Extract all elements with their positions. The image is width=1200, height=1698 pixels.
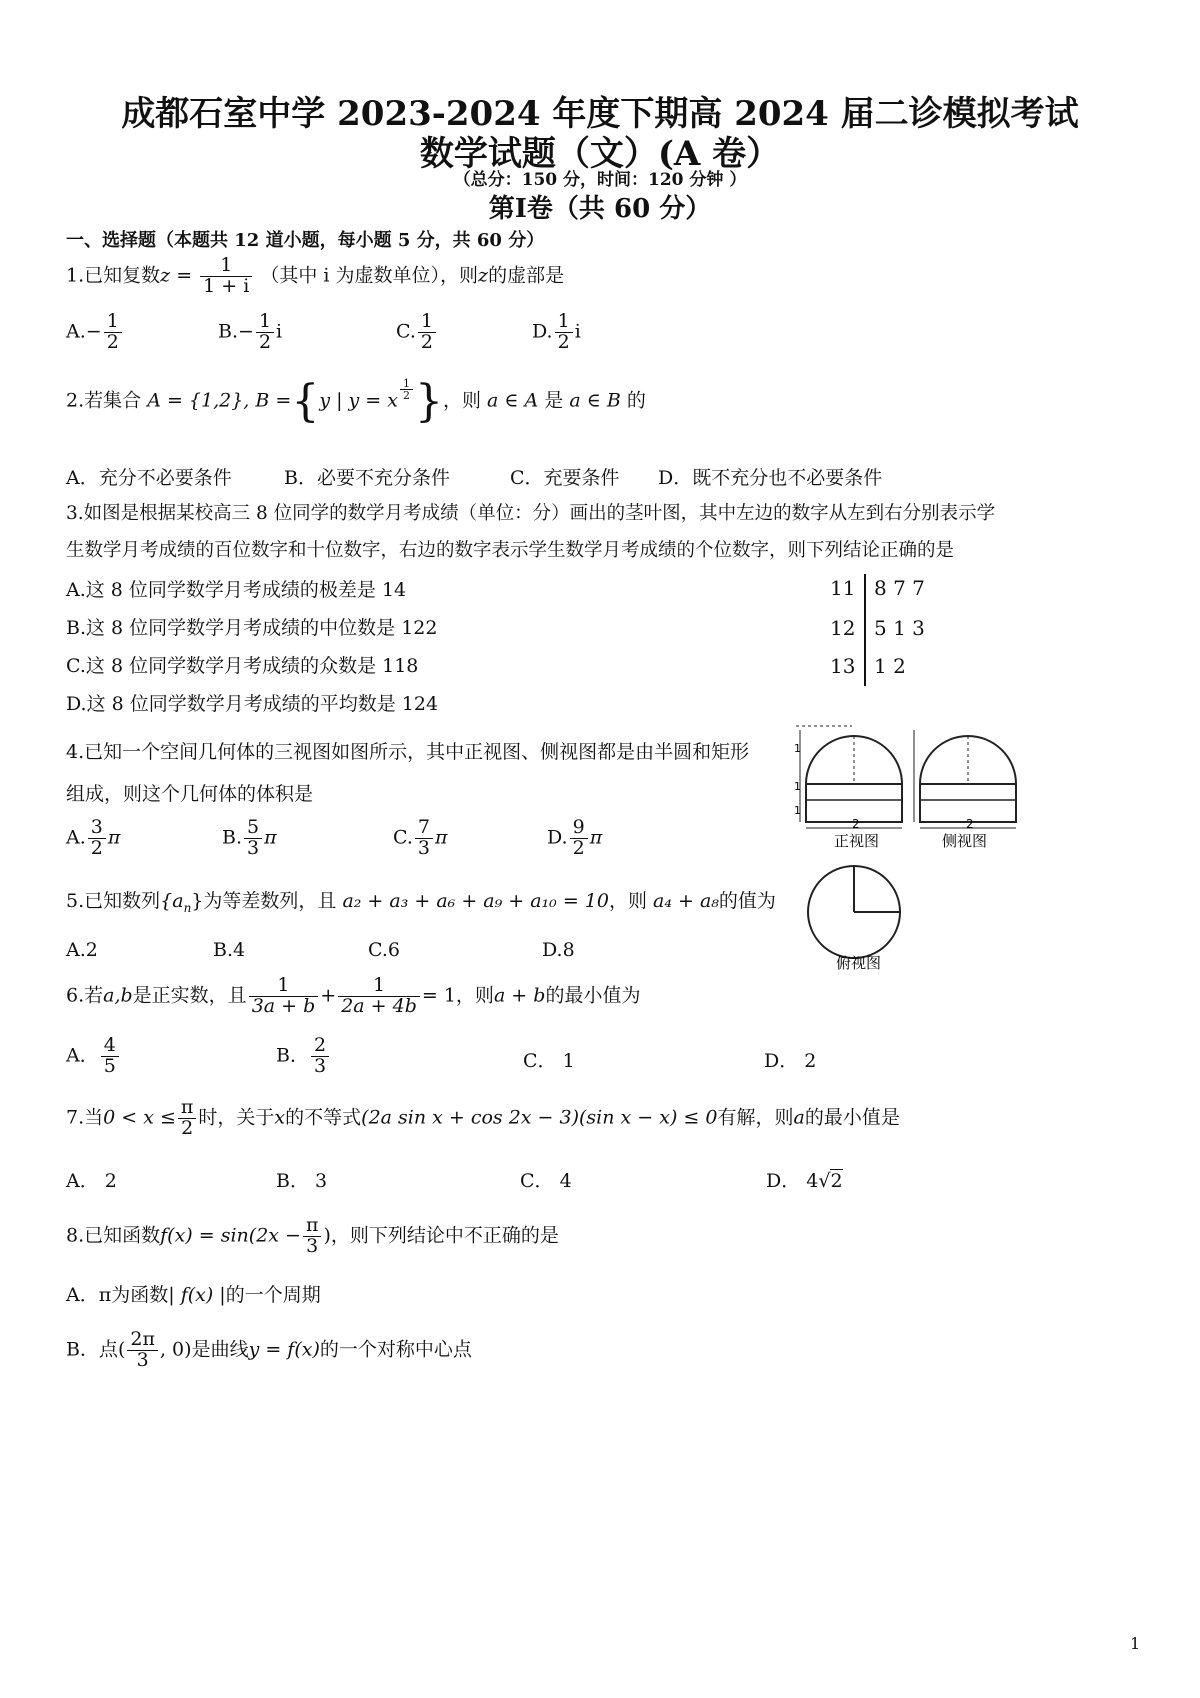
q3-option-d: D.这 8 位同学数学月考成绩的平均数是 124 bbox=[66, 693, 439, 715]
q2-option-c: C．充要条件 bbox=[510, 467, 620, 489]
q5-option-a: A.2 bbox=[66, 939, 98, 961]
stem-value: 13 bbox=[830, 654, 856, 678]
exam-meta: （总分：150 分，时间：120 分钟 ） bbox=[453, 170, 747, 190]
question-2: 2.若集合 A = {1,2}, B ={y | y = x $\frac{1}{2}$ }，则 a ∈ A 是 a ∈ B 的 bbox=[66, 376, 646, 427]
exam-subtitle: 数学试题（文）(A 卷） bbox=[419, 134, 781, 174]
top-view-label: 俯视图 bbox=[836, 954, 882, 972]
q2-option-b: B．必要不充分条件 bbox=[284, 467, 450, 489]
stem-value: 12 bbox=[830, 616, 856, 640]
q4-line-2: 组成，则这个几何体的体积是 bbox=[66, 783, 314, 805]
side-view bbox=[914, 730, 1016, 822]
question-6: 6.若a,b是正实数，且 $\frac{1}{3a + b}$ + $\frac{1}{2a + 4b}$ = 1，则a + b的最小值为 bbox=[66, 974, 641, 1017]
q3-option-b: B.这 8 位同学数学月考成绩的中位数是 122 bbox=[66, 617, 438, 639]
q7-option-c: C． 4 bbox=[520, 1170, 572, 1192]
q3-line-2: 生数学月考成绩的百位数字和十位数字，右边的数字表示学生数学月考成绩的个位数字，则下列结论正确的是 bbox=[66, 540, 955, 561]
question-5: 5.已知数列$\{a_n\}$为等差数列，且 a₂ + a₃ + a₆ + a₉ + a₁₀ = 10，则 a₄ + a₈的值为 bbox=[66, 890, 776, 915]
q1-option-a: A.− $\frac{1}{2}$ bbox=[66, 312, 124, 353]
q2-option-a: A．充分不必要条件 bbox=[66, 467, 232, 489]
q7-option-b: B． 3 bbox=[276, 1170, 328, 1192]
question-1: 1.已知复数z = $\frac{1}{1 + i}$ （其中 i 为虚数单位），则z的虚部是 bbox=[66, 254, 565, 297]
side-view-label: 侧视图 bbox=[942, 832, 988, 850]
q5-option-d: D.8 bbox=[542, 939, 575, 961]
height-label: 1 bbox=[794, 780, 801, 793]
q4-option-a: A. $\frac{3}{2}$ π bbox=[66, 816, 121, 859]
q6-option-a: A． $\frac{4}{5}$ bbox=[66, 1036, 121, 1077]
stem-divider bbox=[864, 574, 866, 686]
stem-value: 11 bbox=[830, 576, 856, 600]
leaf-values: 5 1 3 bbox=[874, 616, 925, 640]
question-8: 8.已知函数f(x) = sin(2x − $\frac{\pi}{3}$ )，则下列结论中不正确的是 bbox=[66, 1214, 559, 1257]
side-dim-label: 2 bbox=[966, 817, 974, 831]
page-number: 1 bbox=[1130, 1634, 1141, 1653]
q4-option-d: D. $\frac{9}{2}$ π bbox=[547, 816, 603, 859]
q6-option-c: C． 1 bbox=[523, 1050, 575, 1072]
q8-option-b: B．点( $\frac{2\pi}{3}$ , 0)是曲线y = f(x)的一个对称中心点 bbox=[66, 1328, 472, 1371]
q7-option-a: A． 2 bbox=[66, 1170, 117, 1192]
stem-leaf-plot bbox=[830, 572, 950, 688]
q6-option-b: B． $\frac{2}{3}$ bbox=[276, 1036, 331, 1077]
front-view bbox=[796, 726, 902, 822]
exam-title: 成都石室中学 2023-2024 年度下期高 2024 届二诊模拟考试 bbox=[121, 94, 1079, 134]
top-view bbox=[808, 866, 900, 958]
height-label: 1 bbox=[794, 804, 801, 817]
q4-option-b: B. $\frac{5}{3}$ π bbox=[222, 816, 277, 859]
front-view-label: 正视图 bbox=[834, 832, 880, 850]
three-view-figure bbox=[792, 716, 1032, 976]
q3-line-1: 3.如图是根据某校高三 8 位同学的数学月考成绩（单位：分）画出的茎叶图，其中左边的数字从左到右分别表示学 bbox=[66, 503, 996, 524]
q3-option-c: C.这 8 位同学数学月考成绩的众数是 118 bbox=[66, 655, 419, 677]
leaf-values: 1 2 bbox=[874, 654, 906, 678]
height-label: 1 bbox=[794, 742, 801, 755]
q7-option-d: D． 4√2 bbox=[766, 1170, 843, 1192]
q4-line-1: 4.已知一个空间几何体的三视图如图所示，其中正视图、侧视图都是由半圆和矩形 bbox=[66, 741, 750, 763]
q2-option-d: D．既不充分也不必要条件 bbox=[658, 467, 883, 489]
front-dim-label: 2 bbox=[852, 817, 860, 831]
q5-option-c: C.6 bbox=[368, 939, 400, 961]
q1-option-d: D. $\frac{1}{2}$ i bbox=[532, 310, 581, 353]
leaf-values: 8 7 7 bbox=[874, 576, 925, 600]
q5-option-b: B.4 bbox=[213, 939, 246, 961]
q6-option-d: D． 2 bbox=[764, 1050, 817, 1072]
section-heading: 一、选择题（本题共 12 道小题，每小题 5 分，共 60 分） bbox=[66, 230, 545, 251]
q4-option-c: C. $\frac{7}{3}$ π bbox=[393, 816, 448, 859]
question-7: 7.当0 < x ≤ $\frac{\pi}{2}$ 时，关于x的不等式(2a sin x + cos 2x − 3)(sin x − x) ≤ 0有解，则a的最小值是 bbox=[66, 1096, 900, 1139]
q8-option-a: A．π为函数| f(x) |的一个周期 bbox=[66, 1284, 321, 1306]
q1-option-b: B.− $\frac{1}{2}$ i bbox=[218, 310, 283, 353]
q3-option-a: A.这 8 位同学数学月考成绩的极差是 14 bbox=[66, 579, 407, 601]
part-heading: 第Ⅰ卷（共 60 分） bbox=[488, 194, 712, 224]
q1-option-c: C. $\frac{1}{2}$ bbox=[396, 312, 438, 353]
